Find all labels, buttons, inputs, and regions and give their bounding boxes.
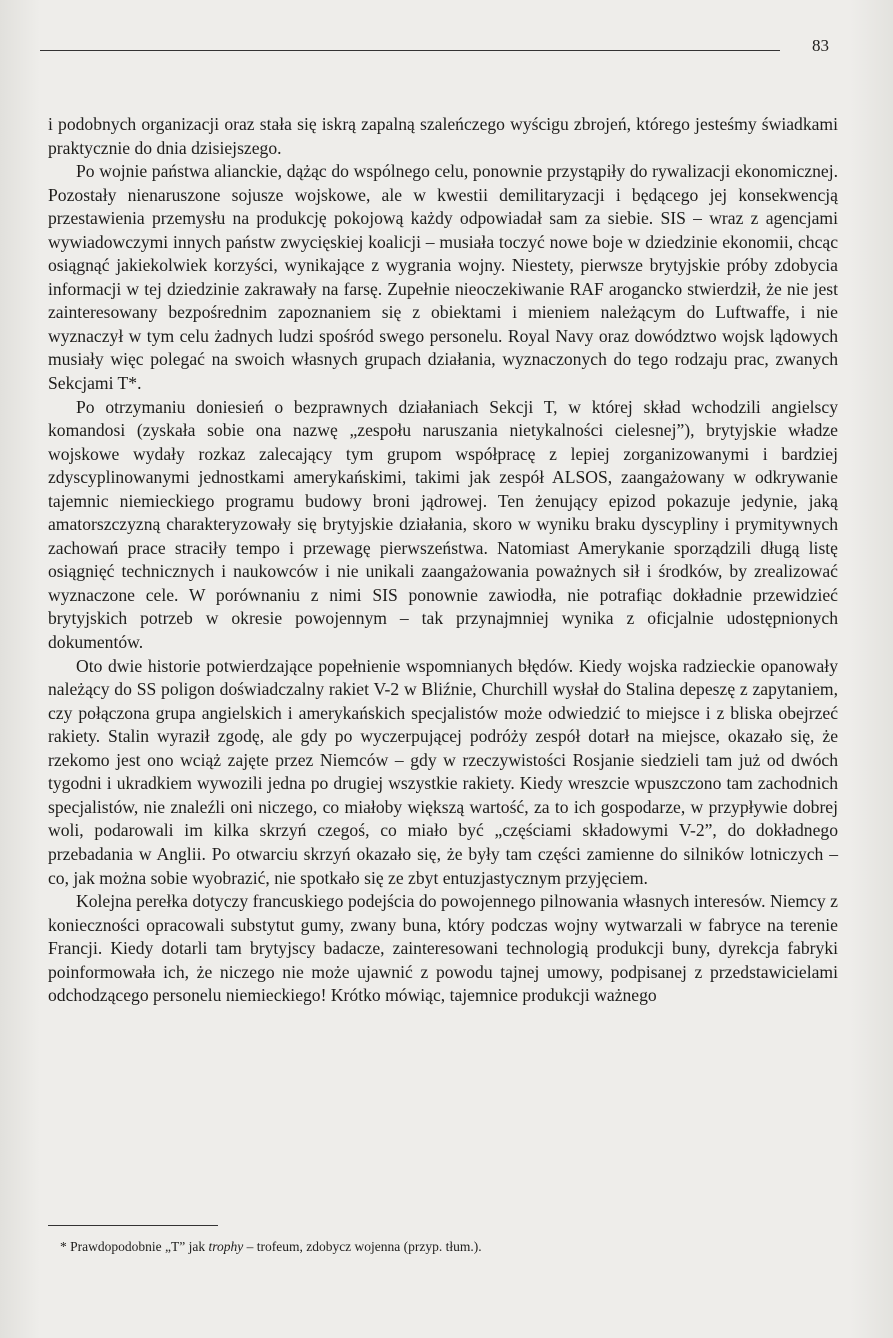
- page-number: 83: [812, 36, 829, 55]
- footnote: [60, 1238, 820, 1256]
- paragraph-3: Po otrzymaniu doniesień o bezprawnych działaniach Sekcji T, w której skład wchodzili angielscy komandosi (zyskała sobie ona nazwę „zespołu naruszania nietykalności cielesnej”), brytyjskie władze wojskowe wydały rozkaz zalecający tym grupom współpracę z lepiej zorganizowanymi i bardziej zdyscyplinowanymi jednostkami amerykańskimi, takimi jak zespół ALSOS, zaangażowany w odkrywanie tajemnic niemieckiego programu budowy broni jądrowej. Ten żenujący epizod pokazuje jedynie, jaką amatorszczyzną charakteryzowały się brytyjskie działania, skoro w wyniku braku dyscypliny i prymitywnych zachowań prace straciły tempo i przewagę pierwszeństwa. Natomiast Amerykanie sporządzili długą listę osiągnięć technicznych i naukowców i nie unikali zaangażowania poważnych sił i środków, by zrealizować wyznaczone cele. W porównaniu z nimi SIS ponownie zawiodła, nie potrafiąc dokładnie przewidzieć brytyjskich potrzeb w okresie powojennym – tak przynajmniej wynika z oficjalnie udostępnionych dokumentów.: [48, 396, 838, 653]
- footnote-term: trophy: [208, 1239, 244, 1254]
- footnote-rule: [48, 1225, 218, 1226]
- paragraph-1: i podobnych organizacji oraz stała się iskrą zapalną szaleńczego wyścigu zbrojeń, którego jesteśmy świadkami praktycznie do dnia dzisiejszego.: [48, 114, 838, 158]
- footnote-prefix: * Prawdopodobnie „T” jak: [60, 1239, 209, 1254]
- paragraph-4: Oto dwie historie potwierdzające popełnienie wspomnianych błędów. Kiedy wojska radzieckie opanowały należący do SS poligon doświadczalny rakiet V-2 w Bliźnie, Churchill wysłał do Stalina depeszę z zapytaniem, czy połączona grupa angielskich i amerykańskich specjalistów może odwiedzić to miejsce i z bliska obejrzeć rakiety. Stalin wyraził zgodę, ale gdy po wyczerpującej podróży zespół dotarł na miejsce, okazało się, że rzekomo jest ono wciąż zajęte przez Niemców – gdy w rzeczywistości Rosjanie siedzieli tam już od dwóch tygodni i ukradkiem wywozili jedna po drugiej wszystkie rakiety. Kiedy wreszcie wpuszczono tam zachodnich specjalistów, nie znaleźli oni niczego, co miałoby większą wartość, za to ich gospodarze, w przypływie dobrej woli, podarowali im kilka skrzyń czegoś, co miało być „częściami składowymi V-2”, do dokładnego przebadania w Anglii. Po otwarciu skrzyń okazało się, że były tam części zamienne do silników lotniczych – co, jak można sobie wyobrazić, nie spotkało się ze zbyt entuzjastycznym przyjęciem.: [48, 655, 838, 888]
- paragraph-2: Po wojnie państwa alianckie, dążąc do wspólnego celu, ponownie przystąpiły do rywalizacji ekonomicznej. Pozostały nienaruszone sojusze wojskowe, ale w kwestii demilitaryzacji i będącego jej konsekwencją przestawienia przemysłu na produkcję pokojową każdy odpowiadał sam za siebie. SIS – wraz z agencjami wywiadowczymi innych państw zwycięskiej koalicji – musiała toczyć nowe boje w dziedzinie ekonomii, chcąc osiągnąć jakiekolwiek korzyści, wynikające z wygrania wojny. Niestety, pierwsze brytyjskie próby zdobycia informacji w tej dziedzinie zakrawały na farsę. Zupełnie nieoczekiwanie RAF arogancko stwierdził, że nie jest zainteresowany bezpośrednim zapoznaniem się z obiektami i mieniem należącym do Luftwaffe, i nie wyznaczył w tym celu żadnych ludzi spośród swego personelu. Royal Navy oraz dowództwo wojsk lądowych musiały więc polegać na swoich własnych grupach działania, wyznaczonych do tego rodzaju prac, zwanych Sekcjami T*.: [48, 161, 838, 394]
- paragraph-5: Kolejna perełka dotyczy francuskiego podejścia do powojennego pilnowania własnych interesów. Niemcy z konieczności opracowali substytut gumy, zwany buna, który podczas wojny wytwarzali w fabryce na terenie Francji. Kiedy dotarli tam brytyjscy badacze, zainteresowani technologią produkcji buny, dyrekcja fabryki poinformowała ich, że niczego nie może ujawnić z powodu tajnej umowy, podpisanej z przedstawicielami odchodzącego personelu niemieckiego! Krótko mówiąc, tajemnice produkcji ważnego: [48, 891, 838, 1006]
- header-rule: [40, 50, 780, 51]
- footnote-suffix: – trofeum, zdobycz wojenna (przyp. tłum.).: [243, 1239, 482, 1254]
- body-text: [48, 113, 838, 1008]
